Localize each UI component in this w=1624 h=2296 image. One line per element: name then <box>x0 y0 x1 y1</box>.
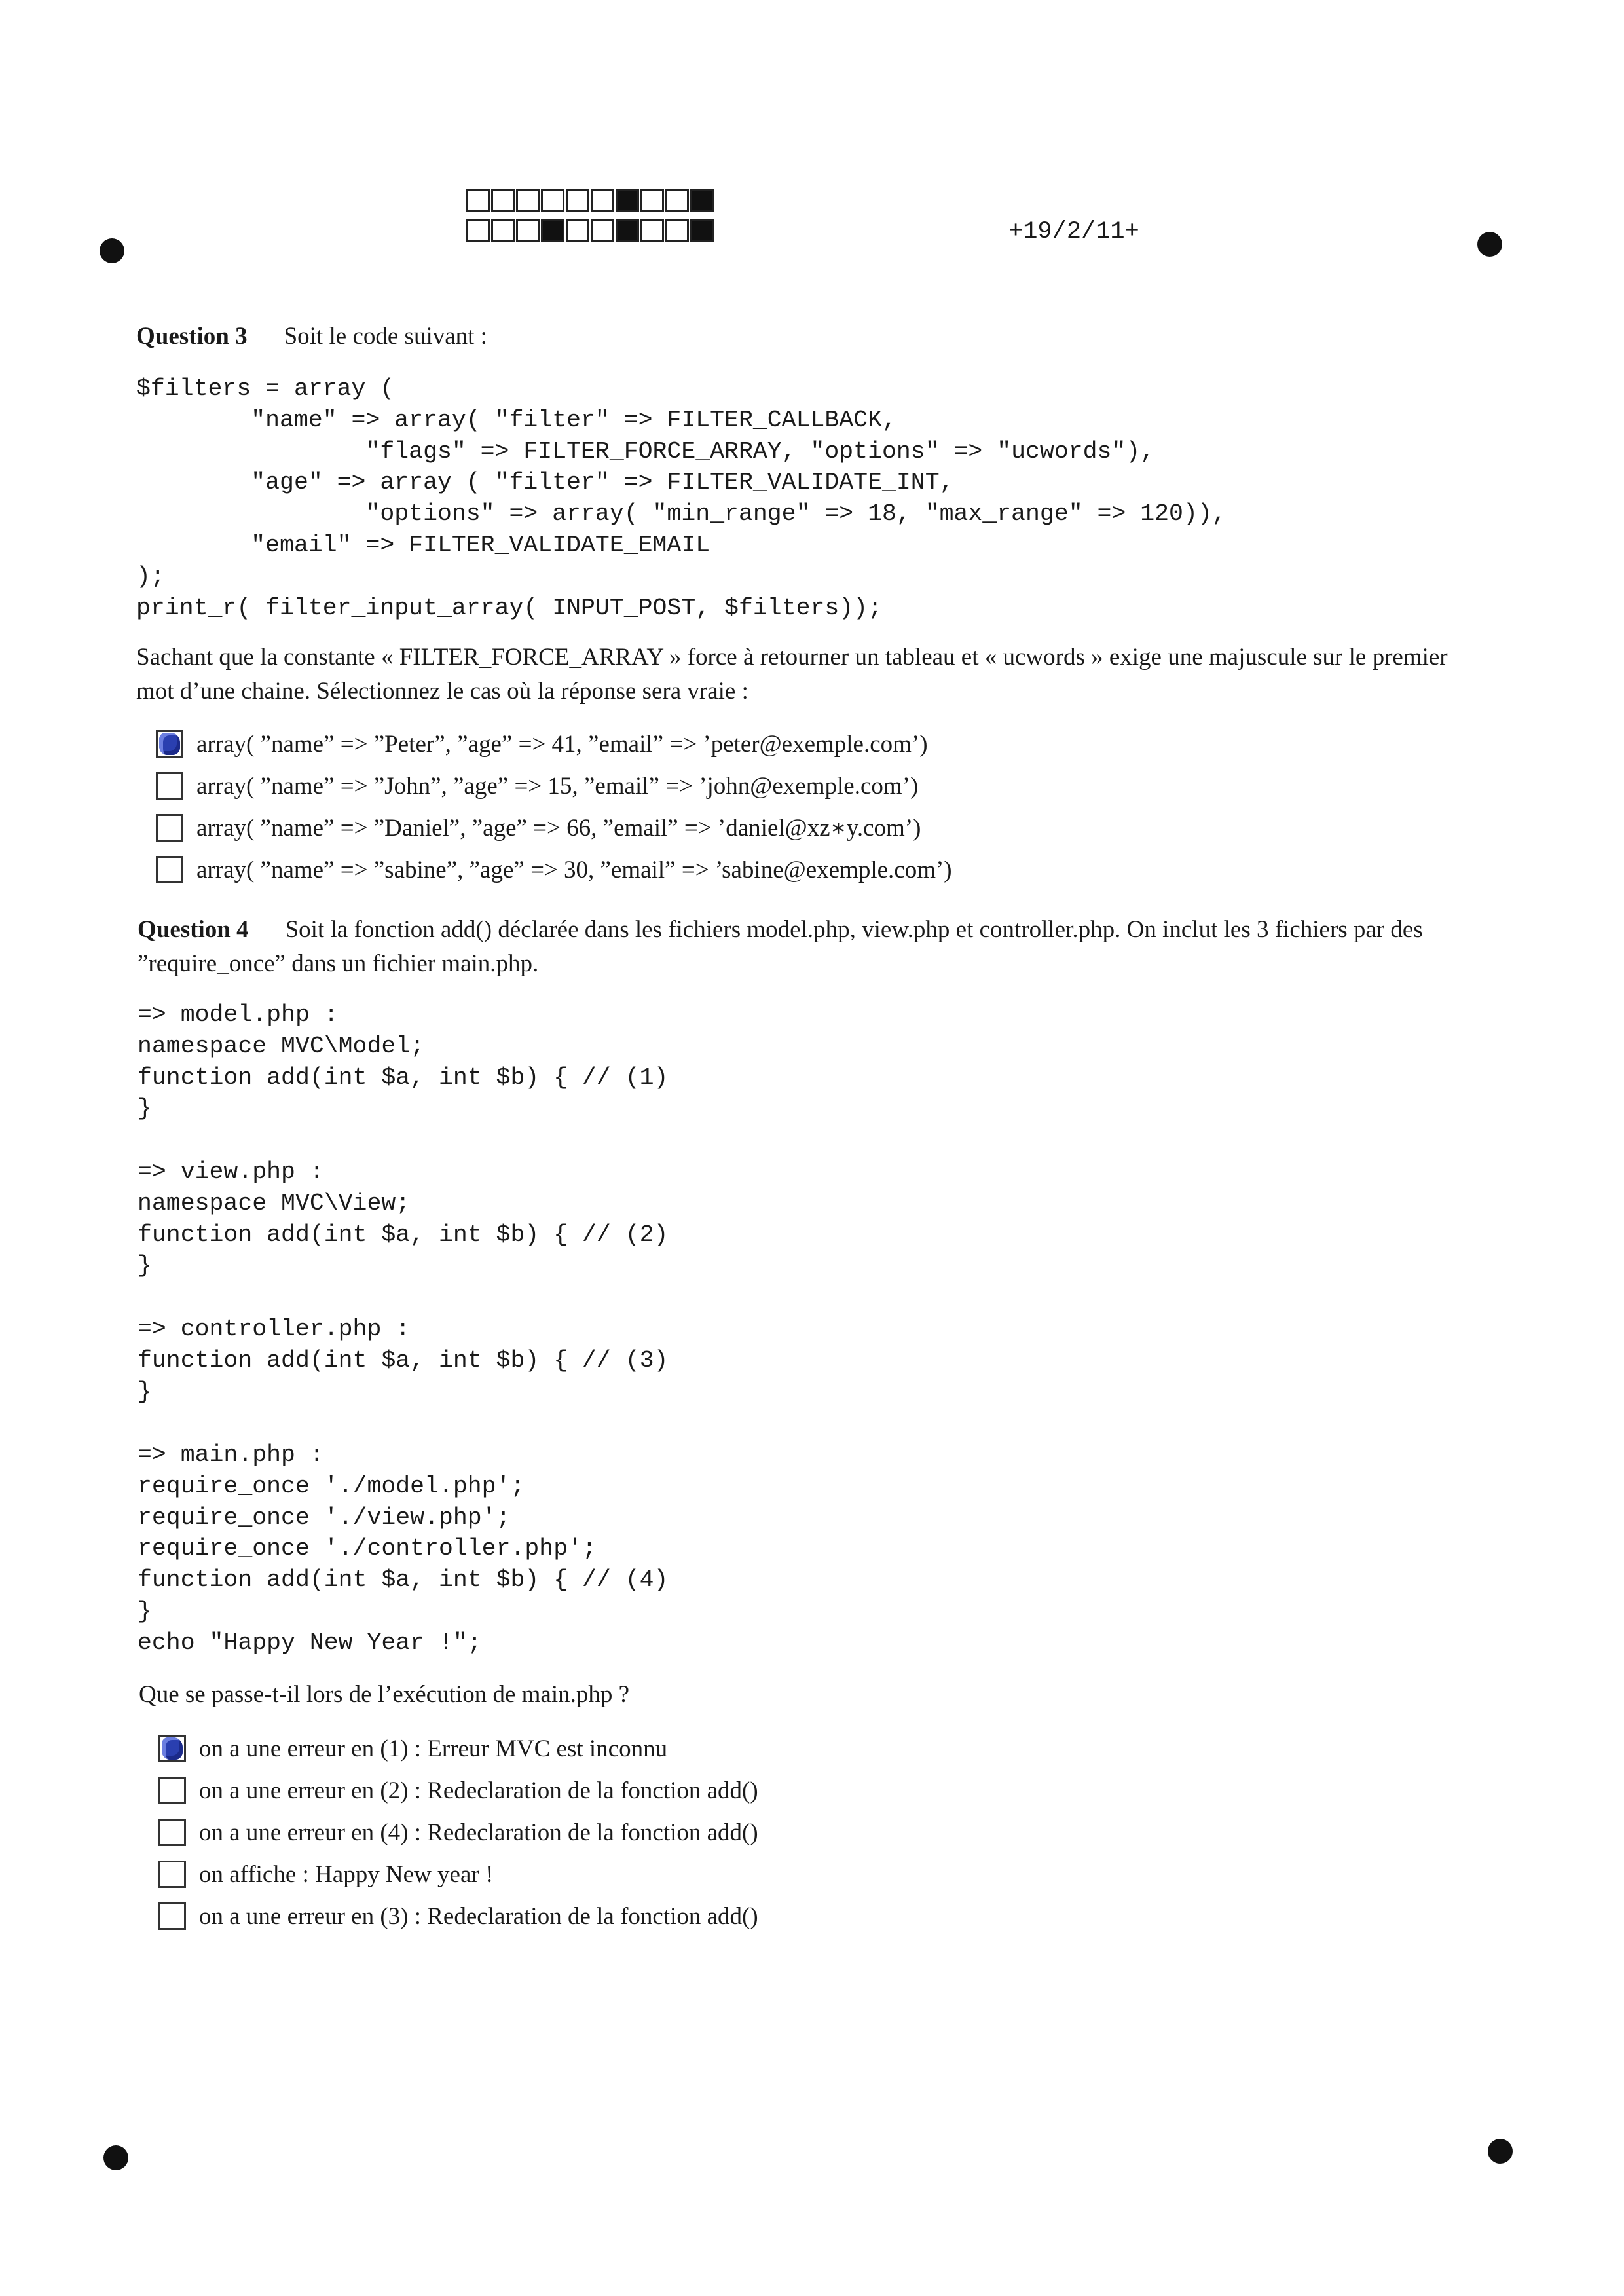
barcode-cell <box>640 219 664 242</box>
q4-header <box>138 913 1486 981</box>
q3-option-2-label: array( ”name” => ”John”, ”age” => 15, ”email” => ’john@exemple.com’) <box>196 772 919 800</box>
q4-option-2-checkbox[interactable] <box>158 1777 186 1804</box>
barcode-cell <box>616 219 639 242</box>
q4-option-5[interactable] <box>158 1895 758 1937</box>
barcode-cell <box>466 189 490 212</box>
q4-option-4[interactable] <box>158 1853 758 1895</box>
registration-mark-bottom-right <box>1488 2139 1513 2164</box>
barcode-cell <box>591 189 614 212</box>
q4-option-1[interactable] <box>158 1728 758 1769</box>
barcode-cell <box>541 189 564 212</box>
q3-option-4[interactable] <box>156 849 952 891</box>
barcode-cell <box>566 219 589 242</box>
barcode-cell <box>640 189 664 212</box>
q4-intro: Soit la fonction add() déclarée dans les fichiers model.php, view.php et controller.php. On inclut les 3 fichiers par des ”require_once” dans un fichier main.php. <box>138 916 1423 977</box>
q4-option-4-label: on affiche : Happy New year ! <box>199 1861 494 1888</box>
barcode-cell <box>516 219 540 242</box>
q3-option-4-checkbox[interactable] <box>156 856 183 883</box>
q3-description: Sachant que la constante « FILTER_FORCE_ARRAY » force à retourner un tableau et « ucwords » exige une majuscule sur le premier mot d’une chaine. Sélectionnez le cas où la réponse sera vraie : <box>136 644 1448 705</box>
q3-intro: Soit le code suivant : <box>284 323 487 350</box>
q4-option-3-checkbox[interactable] <box>158 1819 186 1846</box>
q4-question: Que se passe-t-il lors de l’exécution de main.php ? <box>139 1681 630 1708</box>
q3-option-2[interactable] <box>156 765 952 807</box>
q4-option-1-checkbox[interactable] <box>158 1735 186 1762</box>
registration-mark-top-right <box>1477 232 1502 257</box>
q3-option-1[interactable] <box>156 723 952 765</box>
barcode-row-top <box>466 189 715 212</box>
barcode-cell <box>491 189 515 212</box>
q3-header <box>136 321 487 352</box>
q3-code-block: $filters = array ( "name" => array( "filter" => FILTER_CALLBACK, "flags" => FILTER_FORCE_ARRAY, "options" => "ucwords"), "age" => array ( "filter" => FILTER_VALIDATE_INT, "options" => array( "min_range" => 18, "max_range" => 120)), "email" => FILTER_VALIDATE_EMAIL ); print_r( filter_input_array( INPUT_POST, $filters)); <box>136 375 1227 621</box>
q3-option-3[interactable] <box>156 807 952 849</box>
q3-option-4-label: array( ”name” => ”sabine”, ”age” => 30, ”email” => ’sabine@exemple.com’) <box>196 856 952 883</box>
q4-options <box>158 1728 758 1937</box>
page-code: +19/2/11+ <box>1008 218 1139 246</box>
q3-option-2-checkbox[interactable] <box>156 772 183 800</box>
q3-option-1-checkbox[interactable] <box>156 730 183 758</box>
registration-mark-top-left <box>100 238 124 263</box>
q4-code-main: => main.php : require_once './model.php'; require_once './view.php'; require_once './controller.php'; function add(int $a, int $b) { // (4) } echo "Happy New Year !"; <box>138 1441 669 1656</box>
barcode-cell <box>690 219 714 242</box>
barcode-cell <box>491 219 515 242</box>
q4-option-5-label: on a une erreur en (3) : Redeclaration de la fonction add() <box>199 1902 758 1930</box>
barcode-cell <box>541 219 564 242</box>
q4-option-3-label: on a une erreur en (4) : Redeclaration de la fonction add() <box>199 1819 758 1846</box>
q4-option-3[interactable] <box>158 1811 758 1853</box>
barcode-cell <box>516 189 540 212</box>
q4-option-5-checkbox[interactable] <box>158 1902 186 1930</box>
q4-label: Question 4 <box>138 916 249 943</box>
q4-option-1-label: on a une erreur en (1) : Erreur MVC est inconnu <box>199 1735 668 1762</box>
q4-code-controller: => controller.php : function add(int $a, int $b) { // (3) } <box>138 1316 669 1405</box>
registration-mark-bottom-left <box>103 2145 128 2170</box>
q3-label: Question 3 <box>136 323 248 350</box>
barcode-cell <box>566 189 589 212</box>
barcode-cell <box>665 189 689 212</box>
barcode-cell <box>466 219 490 242</box>
q4-code-model: => model.php : namespace MVC\Model; function add(int $a, int $b) { // (1) } <box>138 1001 669 1122</box>
barcode-cell <box>616 189 639 212</box>
barcode-cell <box>690 189 714 212</box>
barcode-row-bottom <box>466 219 715 242</box>
q3-option-3-checkbox[interactable] <box>156 814 183 842</box>
q3-options <box>156 723 952 891</box>
barcode-cell <box>665 219 689 242</box>
q4-option-2[interactable] <box>158 1769 758 1811</box>
q4-code-view: => view.php : namespace MVC\View; function add(int $a, int $b) { // (2) } <box>138 1158 669 1280</box>
q4-option-4-checkbox[interactable] <box>158 1861 186 1888</box>
q3-option-1-label: array( ”name” => ”Peter”, ”age” => 41, ”email” => ’peter@exemple.com’) <box>196 730 928 758</box>
q4-option-2-label: on a une erreur en (2) : Redeclaration de la fonction add() <box>199 1777 758 1804</box>
barcode-cell <box>591 219 614 242</box>
q3-option-3-label: array( ”name” => ”Daniel”, ”age” => 66, ”email” => ’daniel@xz∗y.com’) <box>196 815 921 842</box>
